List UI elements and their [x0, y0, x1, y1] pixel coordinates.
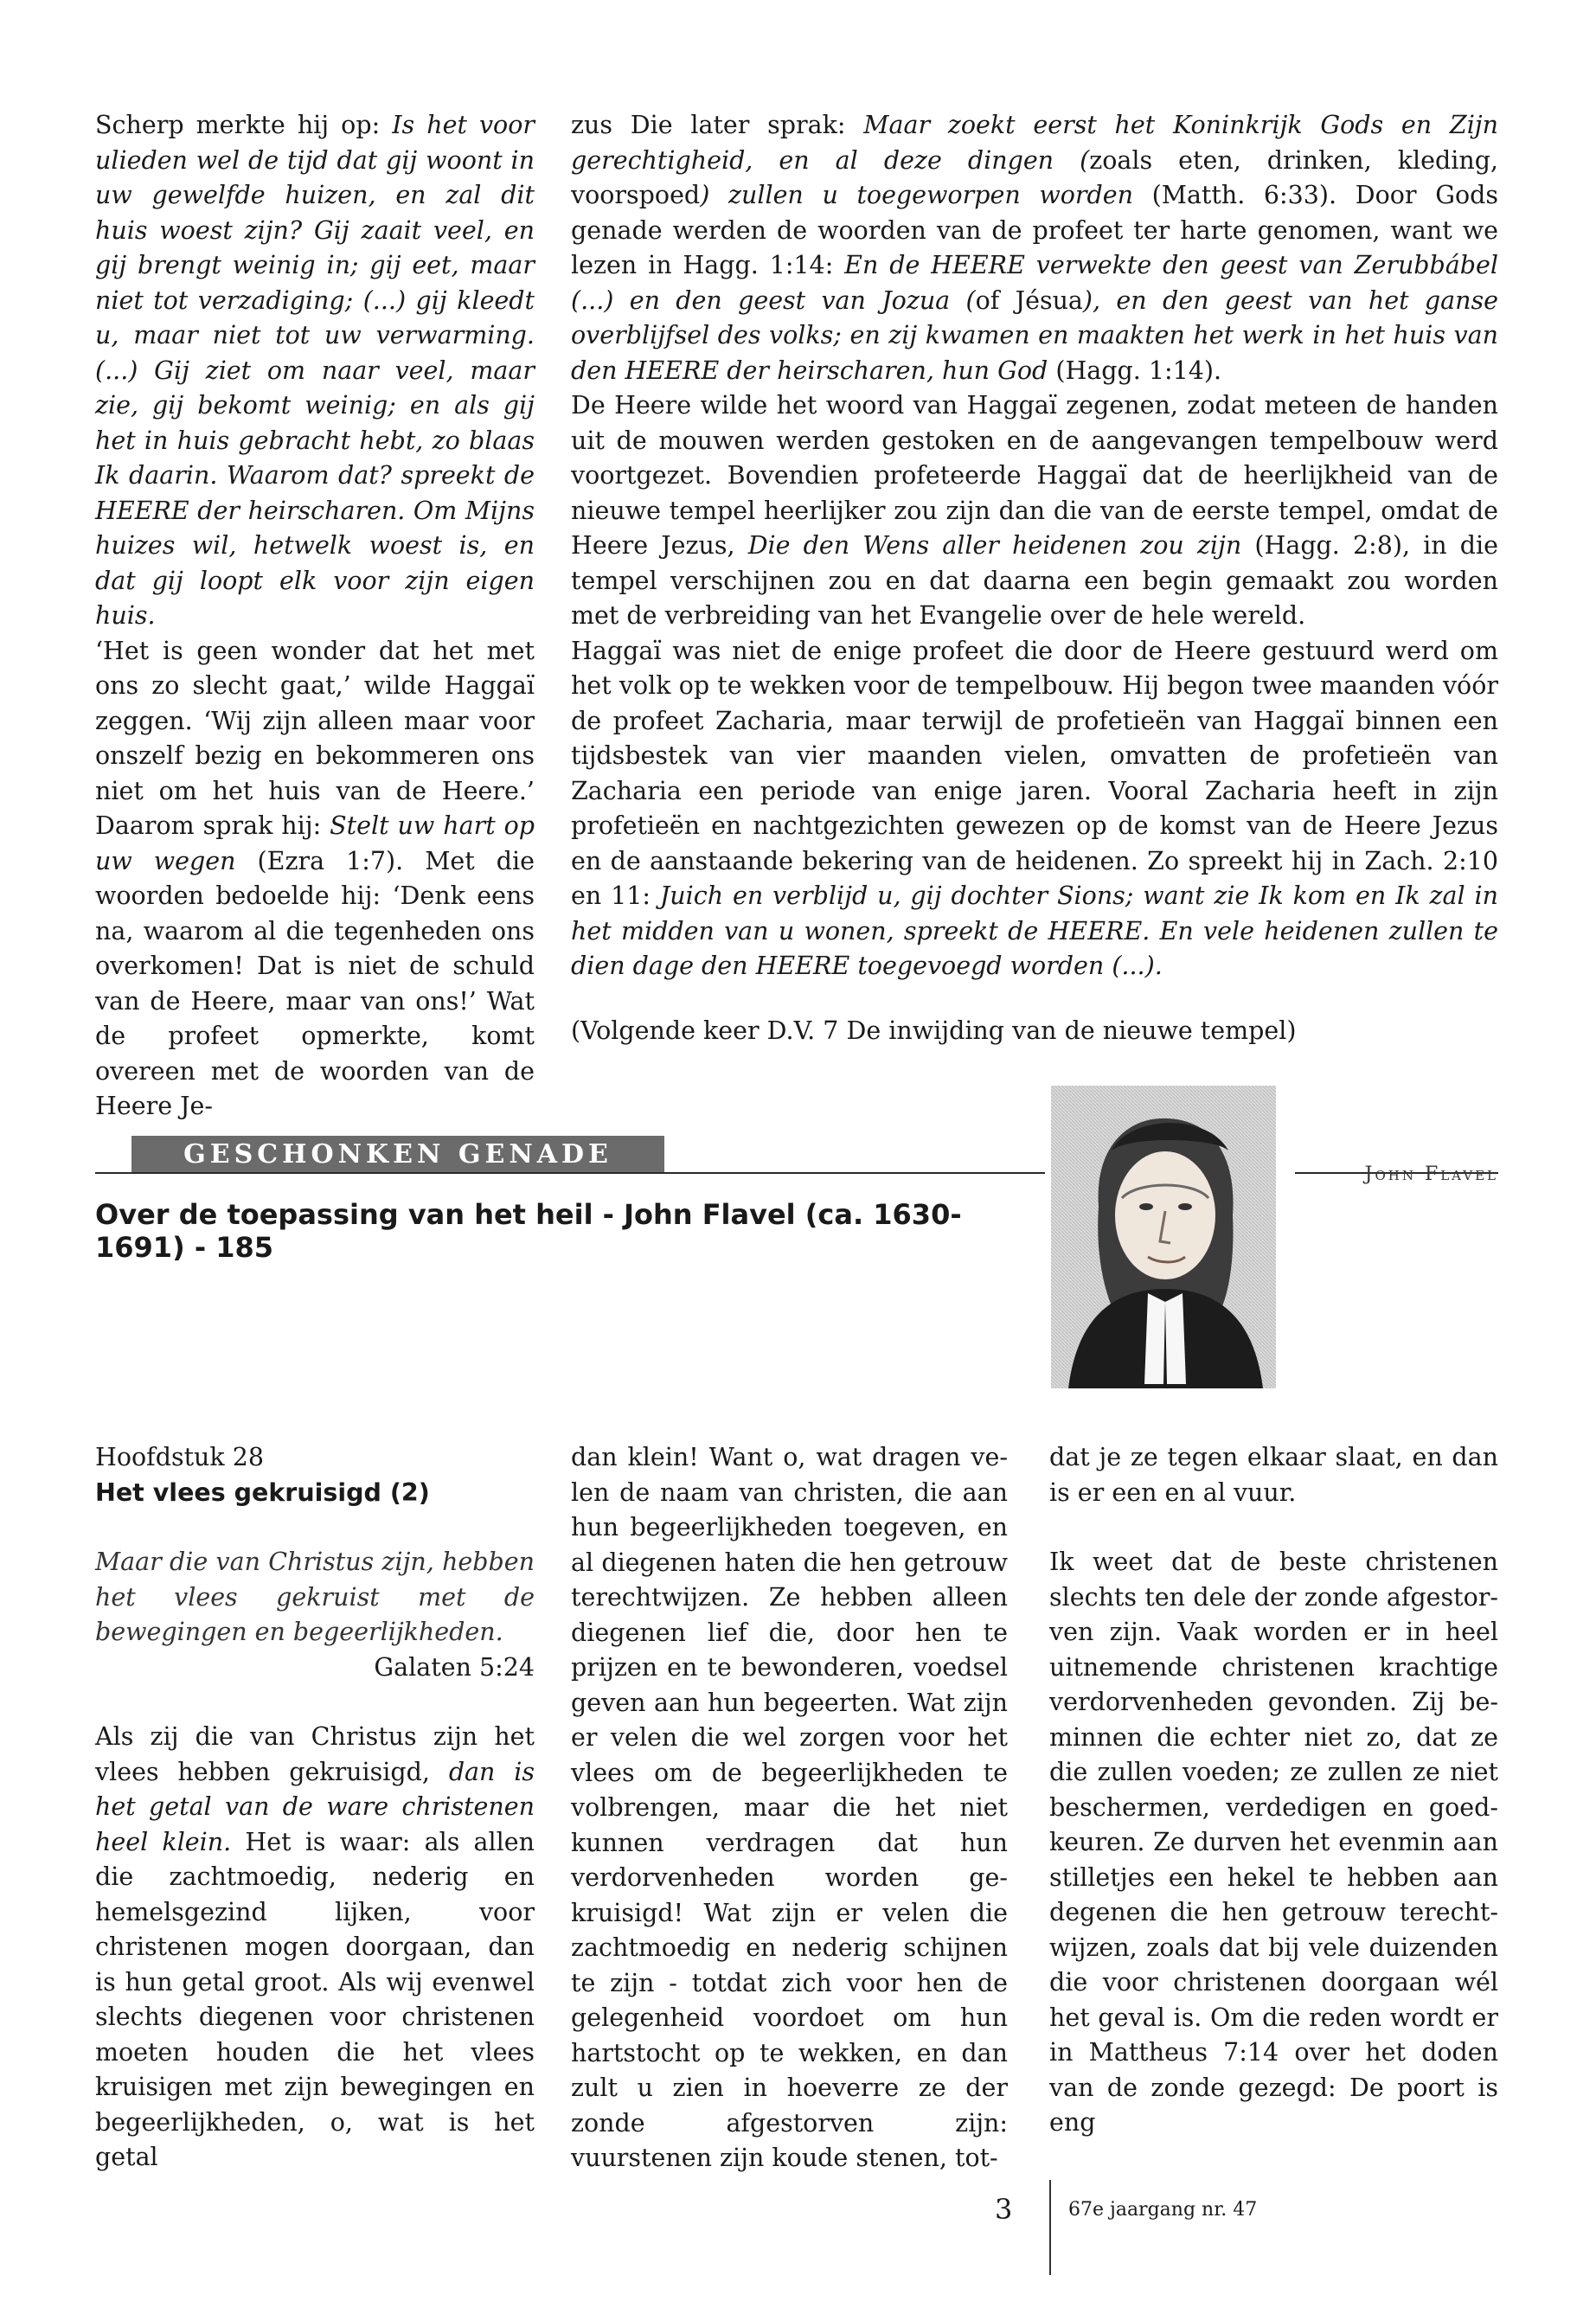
paragraph: [571, 388, 1498, 634]
top-left-column: [95, 108, 535, 1125]
top-right-column: [571, 108, 1498, 1048]
article-column-2: [571, 1440, 1008, 2176]
text-run: Als zij die van Christus zijn het vlees hebben gekruisigd,: [95, 1722, 535, 1786]
epigraph: Maar die van Christus zijn, hebben het vlees gekruist met de bewegingen en begeerlijkheden.: [95, 1548, 535, 1646]
epigraph-reference: Galaten 5:24: [374, 1652, 535, 1682]
article-body-1: [95, 1720, 535, 2176]
text-run: (Ezra 1:7). Met die woorden bedoelde hij: ‘Denk eens na, waarom al die tegenheden ons overkomen! Dat is niet de schuld van de Heere, maar van ons!’ Wat de profeet opmerkte, komt overeen met de woorden van de Heere Je-: [95, 846, 535, 1120]
text-run: of Jésua: [975, 285, 1083, 315]
text-run: zoals eten, drinken, kleding, voorspoed: [571, 145, 1498, 209]
text-run: zus Die later sprak:: [571, 111, 864, 139]
paragraph: [571, 634, 1498, 984]
chapter-heading: Het vlees gekruisigd (2): [95, 1477, 430, 1507]
italic-quote: Juich en verblijd u, gij dochter Sions; want zie Ik kom en Ik zal in het midden van u wonen, spreekt de HEERE. En vele heidenen zullen te dien dage den HEERE toegevoegd worden (...).: [571, 881, 1498, 980]
article-column-3: [1049, 1440, 1498, 2141]
italic-quote: Die den Wens aller heidenen zou zijn: [747, 531, 1242, 560]
italic-quote: Stelt uw hart op uw wegen: [95, 811, 535, 875]
footer-separator: [1049, 2180, 1051, 2275]
paragraph: [95, 634, 535, 1125]
chapter-label: Hoofdstuk 28: [95, 1443, 264, 1471]
text-run: De Heere wilde het woord van Haggaï zegenen, zodat meteen de handen uit de mouwen werden gestoken en de aangevangen tempelbouw werd voortgezet. Bovendien profeteerde Haggaï dat de heerlijkheid van de nieuwe tempel heerlijker zou zijn dan die van de eerste tempel, omdat de Heere Jezus,: [571, 391, 1498, 560]
article-title: Over de toepassing van het heil - John Flavel (ca. 1630-1691) - 185: [95, 1198, 962, 1264]
text-run: Haggaï was niet de enige profeet die door de Heere gestuurd werd om het volk op te wekken voor de tempelbouw. Hij begon twee maanden vóór de profeet Zacharia, maar terwijl de profetieën van Haggaï binnen een tijdsbestek van vier maanden vielen, omvatten de profetieën van Zacharia een periode van enige jaren. Vooral Zacharia heeft in zijn profetieën en nachtgezichten gewezen op de komst van de Heere Jezus en de aanstaande bekering van de heidenen. Zo spreekt hij in Zach. 2:10 en 11:: [571, 636, 1498, 910]
article-body-3-para-2: Ik weet dat de beste christenen slechts ten dele der zonde afgestorven zijn. Vaak worden er in heel uitnemende christenen krachtige verdorvenheden gevonden. Zij beminnen die echter niet zo, dat ze die zullen voeden; ze zullen ze niet beschermen, verdedigen en goedkeuren. Ze durven het evenmin aan stilletjes een hekel te hebben aan degenen die hen getrouw terechtwijzen, zoals dat bij vele duizenden die voor christenen doorgaan wél het geval is. Om die reden wordt er in Mattheus 7:14 over het doden van de zonde gezegd: De poort is eng: [1049, 1548, 1498, 2137]
text-run: Het is waar: als allen die zachtmoedig, nederig en hemelsgezind lijken, voor christenen mogen doorgaan, dan is hun getal groot. Als wij evenwel slechts diegenen voor christenen moeten houden die het vlees kruisigen met zijn bewegingen en begeerlijkheden, o, wat is het getal: [95, 1827, 535, 2171]
author-portrait: [1051, 1086, 1276, 1388]
paragraph: [95, 1720, 535, 2176]
top-right-body: [571, 108, 1498, 984]
text-run: ‘Het is geen wonder dat het met ons zo slecht gaat,’ wilde Haggaï zeggen. ‘Wij zijn alleen maar voor onszelf bezig en bekommeren ons niet om het huis van de Heere.’ Daarom sprak hij:: [95, 636, 535, 840]
text-run: (Matth. 6:33). Door Gods genade werden de woorden van de profeet ter harte genomen, want we lezen in Hagg. 1:14:: [571, 181, 1498, 279]
paragraph: [95, 108, 535, 634]
issue-info: 67e jaargang nr. 47: [1068, 2199, 1258, 2221]
article-column-1: [95, 1440, 535, 2176]
italic-quote: En de HEERE verwekte den geest van Zerubbábel (...) en den geest van Jozua (: [571, 251, 1499, 315]
italic-quote: ), en den geest van het ganse overblijfsel des volks; en zij kwamen en maakten het werk in het huis van den HEERE der heirscharen, hun God: [571, 285, 1498, 385]
continuation-note: (Volgende keer D.V. 7 De inwijding van de nieuwe tempel): [571, 1016, 1297, 1045]
section-rule: [95, 1172, 1045, 1174]
paragraph: [571, 108, 1498, 388]
text-run: (Hagg. 1:14).: [1048, 356, 1222, 385]
author-label: John Flavel: [1364, 1163, 1498, 1185]
italic-quote: dan is het getal van de ware christenen heel klein.: [95, 1757, 535, 1856]
page-number: 3: [995, 2193, 1013, 2226]
text-run: Scherp merkte hij op:: [95, 111, 393, 139]
article-body-3-para-1: dat je ze tegen elkaar slaat, en dan is er een en al vuur.: [1049, 1443, 1498, 1507]
italic-quote: Maar zoekt eerst het Koninkrijk Gods en Zijn gerechtigheid, en al deze dingen (: [571, 111, 1498, 175]
article-body-2: dan klein! Want o, wat dragen velen de naam van christen, die aan hun begeerlijkheden toegeven, en al diegenen haten die hen getrouw terechtwijzen. Ze hebben alleen diegenen lief die, door hen te prijzen en te bewonderen, voedsel geven aan hun begeerten. Wat zijn er velen die wel zorgen voor het vlees om de begeerlijkheden te volbrengen, maar die het niet kunnen verdragen dat hun verdorvenheden worden gekruisigd! Wat zijn er velen die zachtmoedig en nederig schijnen te zijn - totdat zich voor hen de gelegenheid voordoet om hun hartstocht op te wekken, en dan zult u zien in hoeverre ze der zonde afgestorven zijn: vuurstenen zijn koude stenen, tot-: [571, 1443, 1008, 2172]
italic-quote: Is het voor ulieden wel de tijd dat gij woont in uw gewelfde huizen, en zal dit huis woest zijn? Gij zaait veel, en gij brengt weinig in; gij eet, maar niet tot verzadiging; (...) gij kleedt u, maar niet tot uw verwarming. (...) Gij ziet om naar veel, maar zie, gij bekomt weinig; en als gij het in huis gebracht hebt, zo blaas Ik daarin. Waarom dat? spreekt de HEERE der heirscharen. Om Mijns huizes wil, hetwelk woest is, en dat gij loopt elk voor zijn eigen huis.: [95, 111, 535, 630]
italic-quote: ) zullen u toegeworpen worden: [700, 181, 1133, 209]
section-banner: GESCHONKEN GENADE: [131, 1136, 664, 1172]
text-run: (Hagg. 2:8), in die tempel verschijnen zou en dat daarna een begin gemaakt zou worden met de verbreiding van het Evangelie over de hele wereld.: [571, 531, 1499, 630]
